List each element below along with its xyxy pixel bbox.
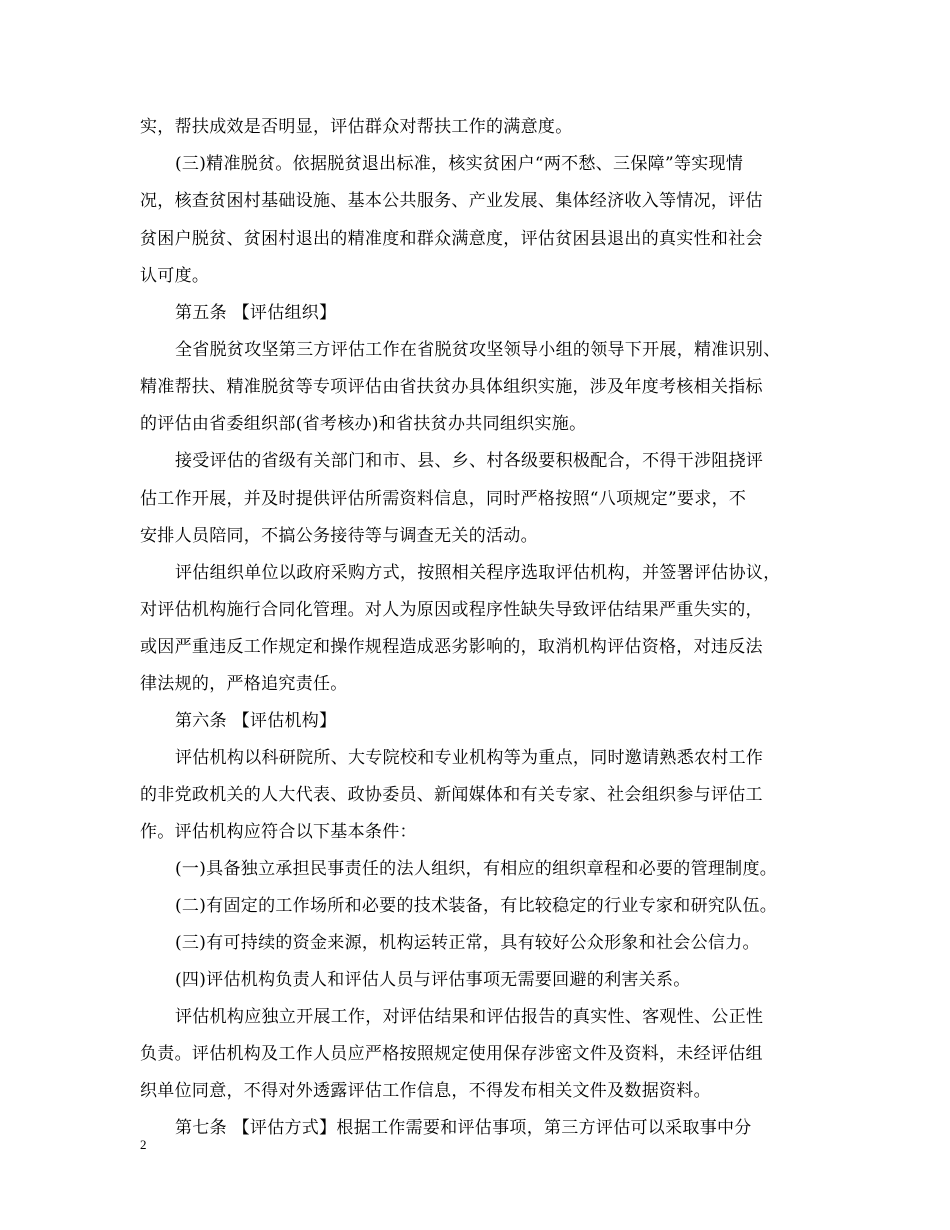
text-line: 安排人员陪同，不搞公务接待等与调查无关的活动。 (140, 526, 538, 546)
text-line: 认可度。 (140, 266, 210, 286)
text-line: 负责。评估机构及工作人员应严格按照规定使用保存涉密文件及资料，未经评估组 (140, 1044, 763, 1064)
list-item: (三)有可持续的资金来源，机构运转正常，具有较好公众形象和社会公信力。 (175, 933, 760, 953)
text-line: 况，核查贫困村基础设施、基本公共服务、产业发展、集体经济收入等情况，评估 (140, 191, 763, 211)
text-line: 贫困户脱贫、贫困村退出的精准度和群众满意度，评估贫困县退出的真实性和社会 (140, 229, 763, 249)
list-item: (二)有固定的工作场所和必要的技术装备，有比较稳定的行业专家和研究队伍。 (175, 896, 778, 916)
text-line: 的评估由省委组织部(省考核办)和省扶贫办共同组织实施。 (140, 414, 587, 434)
text-line: 的非党政机关的人大代表、政协委员、新闻媒体和有关专家、社会组织参与评估工 (140, 785, 763, 805)
text-line: 作。评估机构应符合以下基本条件： (140, 822, 417, 842)
text-line: 估工作开展，并及时提供评估所需资料信息，同时严格按照“八项规定”要求，不 (140, 489, 747, 509)
list-item: (一)具备独立承担民事责任的法人组织，有相应的组织章程和必要的管理制度。 (175, 859, 778, 879)
list-item: (四)评估机构负责人和评估人员与评估事项无需要回避的利害关系。 (175, 970, 691, 990)
text-line: (三)精准脱贫。依据脱贫退出标准，核实贫困户“两不愁、三保障”等实现情 (175, 154, 744, 174)
text-line: 接受评估的省级有关部门和市、县、乡、村各级要积极配合，不得干涉阻挠评 (175, 451, 764, 471)
text-line: 评估组织单位以政府采购方式，按照相关程序选取评估机构，并签署评估协议， (175, 563, 781, 583)
text-line: 对评估机构施行合同化管理。对人为原因或程序性缺失导致评估结果严重失实的， (140, 600, 763, 620)
section-heading: 第六条 【评估机构】 (175, 711, 337, 731)
section-heading: 第七条 【评估方式】根据工作需要和评估事项，第三方评估可以采取事中分 (175, 1118, 752, 1138)
text-line: 实，帮扶成效是否明显，评估群众对帮扶工作的满意度。 (140, 117, 573, 137)
section-heading: 第五条 【评估组织】 (175, 303, 337, 323)
text-line: 律法规的，严格追究责任。 (140, 674, 348, 694)
text-line: 或因严重违反工作规定和操作规程造成恶劣影响的，取消机构评估资格，对违反法 (140, 637, 763, 657)
text-line: 织单位同意，不得对外透露评估工作信息，不得发布相关文件及数据资料。 (140, 1081, 711, 1101)
text-line: 全省脱贫攻坚第三方评估工作在省脱贫攻坚领导小组的领导下开展，精准识别、 (175, 340, 781, 360)
page-number: 2 (140, 1137, 147, 1152)
text-line: 评估机构以科研院所、大专院校和专业机构等为重点，同时邀请熟悉农村工作 (175, 748, 764, 768)
text-line: 精准帮扶、精准脱贫等专项评估由省扶贫办具体组织实施，涉及年度考核相关指标 (140, 377, 763, 397)
text-line: 评估机构应独立开展工作，对评估结果和评估报告的真实性、客观性、公正性 (175, 1007, 764, 1027)
